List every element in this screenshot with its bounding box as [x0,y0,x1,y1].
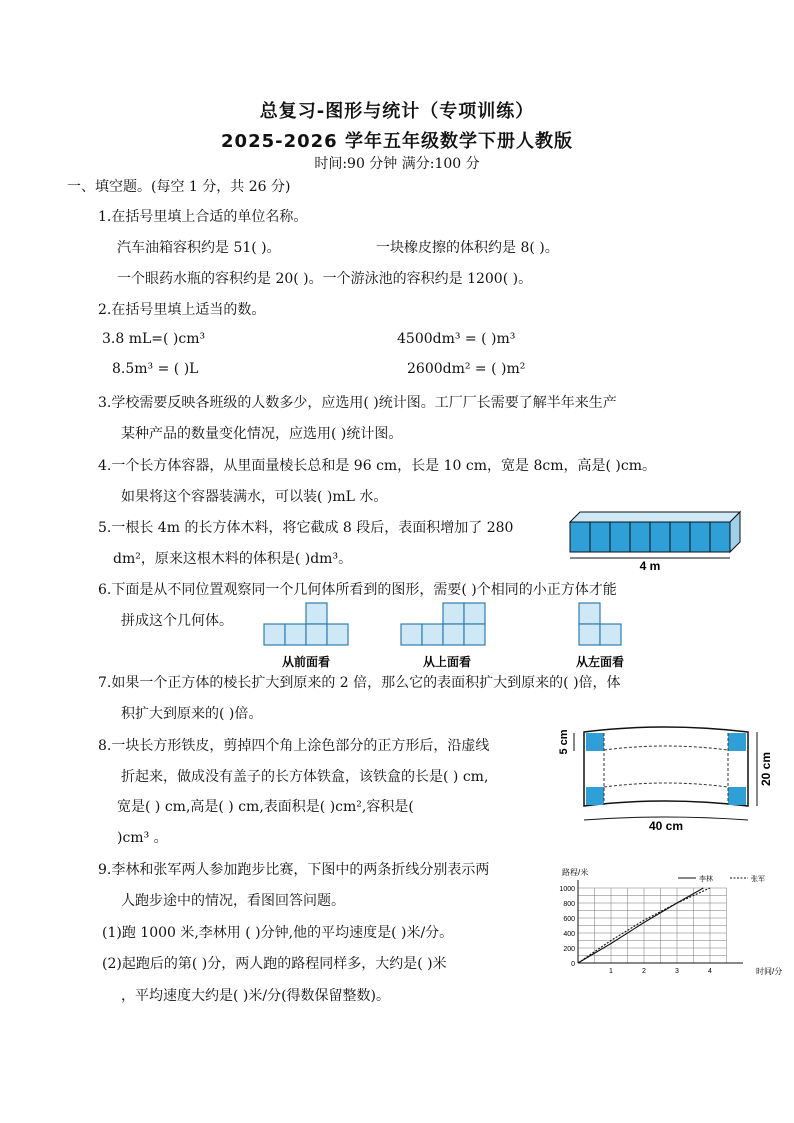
chart-legend-label: 张军 [751,876,765,883]
q7-line1: 7.如果一个正方体的棱长扩大到原来的 2 倍，那么它的表面积扩大到原来的( )倍，体 [98,675,621,691]
bar-top-face [570,512,740,522]
chart-grid [559,880,743,975]
q3-line2: 某种产品的数量变化情况，应选用( )统计图。 [121,426,403,442]
q6-line2: 拼成这个几何体。 [121,613,233,629]
chart-y-tick-label: 600 [563,916,575,923]
section-heading: 一、填空题。(每空 1 分，共 26 分) [67,179,291,195]
q4-line2: 如果将这个容器装满水，可以装( )mL 水。 [121,489,388,505]
view-left-label: 从左面看 [575,655,625,669]
q9-part2: (2)起跑后的第( )分，两人跑的路程同样多，大约是( )米 [102,956,447,972]
bar-block [710,522,730,552]
q5-line1: 5.一根长 4m 的长方体木料，将它截成 8 段后，表面积增加了 280 [98,520,514,536]
q3-line1: 3.学校需要反映各班级的人数多少，应选用( )统计图。工厂厂长需要了解半年来生产 [98,395,617,411]
view-top [401,603,491,671]
chart-y-tick-label: 400 [563,931,575,938]
bar-block [570,522,590,552]
bar-block [610,522,630,552]
q8-line1: 8.一块长方形铁皮，剪掉四个角上涂色部分的正方形后，沿虚线 [98,738,490,754]
height-label: 20 cm [759,751,773,787]
q8-line2: 折起来，做成没有盖子的长方体铁盒，该铁盒的长是( ) cm, [121,769,489,785]
chart-y-tick-label: 200 [563,946,575,953]
chart-x-tick-label: 1 [609,968,613,975]
bar-block [650,522,670,552]
q9-part1: (1)跑 1000 米,李林用 ( )分钟,他的平均速度是( )米/分。 [102,925,454,941]
q9-line1: 9.李林和张军两人参加跑步比赛，下图中的两条折线分别表示两 [98,862,490,878]
running-chart [558,866,788,978]
q5-line2: dm²，原来这根木料的体积是( )dm³。 [113,551,353,567]
q1-stem: 1.在括号里填上合适的单位名称。 [98,209,308,225]
q2-stem: 2.在括号里填上适当的数。 [98,302,266,318]
q2-c: 8.5m³ = ( )L [112,361,199,377]
bar-front-face [570,522,730,552]
bar-block [670,522,690,552]
q2-b: 4500dm³ = ( )m³ [397,331,516,347]
q6-line1: 6.下面是从不同位置观察同一个几何体所看到的图形，需要( )个相同的小正方体才能 [98,582,617,598]
view-front-label: 从前面看 [281,655,331,669]
q9-part3: ，平均速度大约是( )米/分(得数保留整数)。 [121,988,391,1004]
bar-block [630,522,650,552]
width-label: 40 cm [648,819,684,833]
view-top-label: 从上面看 [422,655,472,669]
wood-bar-figure [570,510,745,573]
page-subtitle: 2025-2026 学年五年级数学下册人教版 [221,131,573,152]
chart-y-tick-label: 0 [571,961,575,968]
bar-length-label: 4 m [639,559,661,573]
chart-ylabel: 路程/米 [562,868,589,877]
chart-x-tick-label: 2 [642,968,646,975]
page-title: 总复习-图形与统计（专项训练） [259,101,535,122]
view-front [264,603,348,671]
view-left [570,603,634,671]
bar-block [590,522,610,552]
q1-a: 汽车油箱容积约是 51( )。 [117,240,281,256]
q1-b: 一块橡皮擦的体积约是 8( )。 [376,240,559,256]
bar-block [690,522,710,552]
q4-line1: 4.一个长方体容器，从里面量棱长总和是 96 cm，长是 10 cm，宽是 8cm，高是( )cm。 [98,458,656,474]
chart-xlabel: 时间/分 [756,967,783,976]
exam-meta: 时间:90 分钟 满分:100 分 [314,156,480,172]
square-side-label: 5 cm [558,729,570,755]
chart-legend-label: 李林 [699,876,713,883]
q1-c: 一个眼药水瓶的容积约是 20( )。一个游泳池的容积约是 1200( )。 [117,271,533,287]
q7-line2: 积扩大到原来的( )倍。 [121,706,263,722]
q9-line2: 人跑步途中的情况，看图回答问题。 [121,893,345,909]
chart-x-tick-label: 3 [675,968,679,975]
chart-x-tick-label: 4 [708,968,712,975]
iron-sheet-figure [556,724,788,836]
chart-legend [678,874,765,883]
q8-line4: )cm³ 。 [117,830,168,846]
q2-a: 3.8 mL=( )cm³ [102,331,206,347]
q2-d: 2600dm² = ( )m² [407,361,526,377]
chart-y-tick-label: 800 [563,901,575,908]
sheet-outline [584,727,748,806]
chart-y-tick-label: 1000 [559,886,575,893]
q8-line3: 宽是( ) cm,高是( ) cm,表面积是( )cm²,容积是( [117,799,414,815]
